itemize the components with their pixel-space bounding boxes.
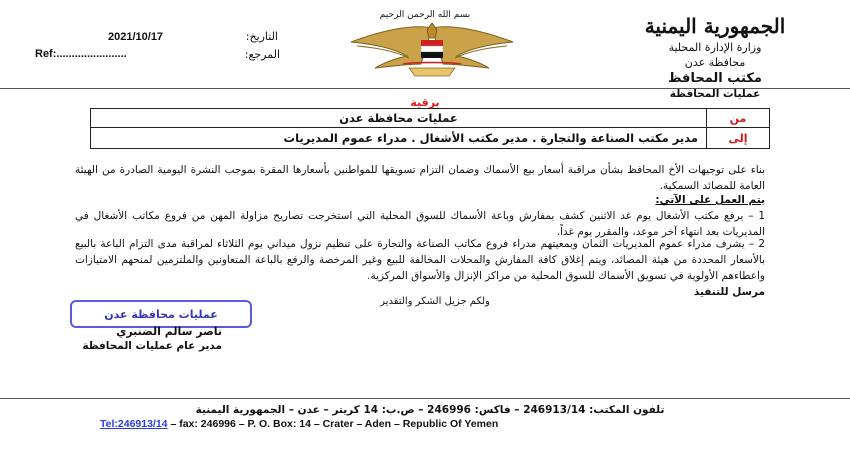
from-label: من [707,109,770,128]
to-row [91,128,770,149]
signatory-title: مدير عام عمليات المحافظة [82,340,222,352]
operations-name: عمليات المحافظة [669,88,761,100]
from-to-table [90,108,770,149]
eagle-emblem-icon [343,20,521,78]
reference-row [35,48,280,61]
instructions-heading: يتم العمل على الآتي: [655,194,765,206]
office-name: مكتب المحافظ [668,71,762,86]
footer-english-details: – fax: 246996 – P. O. Box: 14 – Crater – Aden – Republic Of Yemen [167,418,499,430]
footer-divider [0,398,850,399]
letterhead-left [108,30,278,50]
to-label: إلى [707,128,770,149]
closing-thanks: ولكم جزيل الشكر والتقدير [380,296,490,307]
cable-title: برقية [410,96,440,109]
date-label: التاريخ: [245,30,278,43]
intro-paragraph: بناء على توجيهات الأخ المحافظ بشأن مراقبة أسعار بيع الأسماك وضمان التزام تسويقها للمواطنين بأسعارها المقرة بموجب النشرة اليومية الصادرة من الهيئة العامة للمصائد السمكية. [75,164,765,192]
ministry-name: وزارة الإدارة المحلية [668,41,762,54]
from-value: عمليات محافظة عدن [91,109,707,128]
date-value: 2021/10/17 [108,31,164,43]
from-row [91,109,770,128]
reference-label-en: Ref:....................... [35,48,127,60]
reference-label-ar: المرجع: [244,48,280,61]
footer-english-contact [100,418,760,430]
date-row [108,30,278,50]
instruction-item-2-text: 2 – يشرف مدراء عموم المديريات الثمان وبمعيتهم مدراء فروع مكاتب الصناعة والتجارة على تنظيم نزول ميداني يوم الثلاثاء لمراقبة مدى التزام الباعة بالبيع بالأسعار المحددة من هيئة المصائد، ويتم إغلاق كافة المفارش والمحلات المخالفة للبيع وغير المرخصة والرفع بالباعة المتعاونين والملتزمين لمنحهم الامتيازات واعطاءهم الأولوية في تسويق الأسماك للسوق المحلية من مراكز الإنزال والأسواق المركزية. [75,238,765,282]
footer-phone-link[interactable]: Tel:246913/14 [100,418,168,430]
footer-arabic-contact: تلفون المكتب: 246913/14 – فاكس: 246996 – ص.ب: 14 كريتر – عدن – الجمهورية اليمنية [195,404,665,416]
instruction-item-2 [75,236,765,300]
government-name: الجمهورية اليمنية [644,14,786,38]
to-value: مدير مكتب الصناعة والتجارة . مدير مكتب الأشغال . مدراء عموم المديريات [91,128,707,149]
operations-stamp: عمليات محافظة عدن [70,300,252,328]
signatory-name: ناصر سالم الضنبري [116,325,222,338]
instruction-item-1: 1 – يرفع مكتب الأشغال يوم غد الاثنين كشف بمفارش وباعة الأسماك للسوق المحلية التي استخرجت تصاريح مزاولة المهن من فروع مكاتب الأشغال في المديريات بعد انتهاء آخر موعد، والمقرر يوم غداً. [75,210,765,238]
governorate-name: محافظة عدن [684,56,746,69]
basmala: بسم الله الرحمن الرحيم [379,10,471,20]
header-divider [0,88,850,89]
for-execution-note: مرسل للتنفيذ [693,286,765,298]
